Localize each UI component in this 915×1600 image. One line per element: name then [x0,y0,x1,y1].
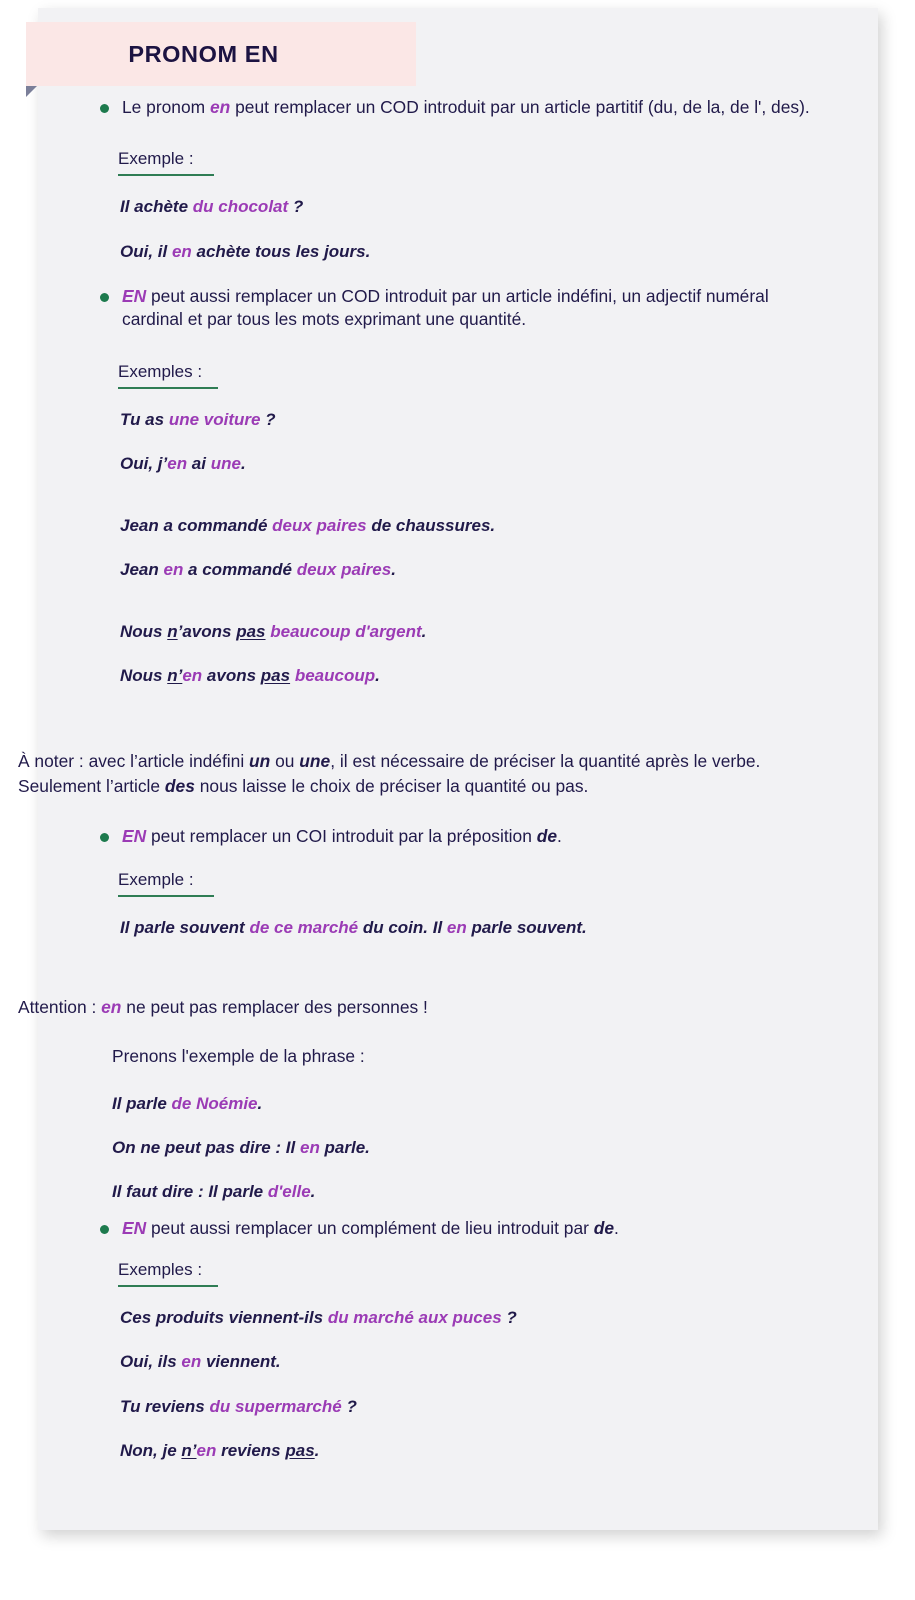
example-2-2-a: Oui, j’ [120,453,168,473]
bullet-item-3 [0,825,840,848]
example-2-4 [0,559,840,581]
example-4-2-b: parle. [319,1137,370,1157]
example-4-1 [0,1093,840,1115]
example-2-2-highlight-1: en [167,453,188,473]
example-5-4 [0,1440,840,1462]
example-4-1-b: . [257,1093,263,1113]
example-4-2-highlight: en [299,1137,320,1157]
example-2-5-underline-1: n [167,622,178,642]
example-5-4-underline-1: n’ [181,1440,197,1460]
example-2-5-a: Nous [120,622,168,642]
example-1-1-a: Il achète [120,197,193,217]
bullet-dot-icon [100,1225,109,1234]
example-2-1-b: ? [260,409,276,429]
example-1-2 [0,241,840,263]
example-1-2-a: Oui, il [120,241,172,261]
example-5-2-highlight: en [181,1352,202,1372]
bullet-dot-icon [100,293,109,302]
example-2-2-b: . [240,453,246,473]
example-label-block-3 [0,870,840,897]
lesson-content [0,96,840,1462]
example-2-4-mid: a commandé [183,559,297,579]
example-2-6-highlight-1: en [182,666,203,686]
example-2-6-highlight-2: beaucoup [294,666,376,686]
example-2-3-b: de chaussures. [366,515,496,535]
example-4-3-highlight: d'elle [267,1181,311,1201]
example-2-2 [0,453,840,475]
example-2-3-highlight: deux paires [272,515,367,535]
example-label-block-4 [0,1260,840,1287]
example-2-6-underline-1: n’ [167,666,183,686]
example-label-1: Exemple : [118,149,194,176]
example-5-1-b: ? [501,1308,517,1328]
example-2-2-highlight-2: une [210,453,241,473]
bullet-item-1 [0,96,840,119]
bullet-4-highlight: EN [122,1217,147,1238]
note-bold-3: des [164,775,195,796]
example-4-2-a: On ne peut pas dire : Il [112,1137,300,1157]
example-2-3-a: Jean a commandé [120,515,273,535]
example-4-2 [0,1137,840,1159]
example-2-6 [0,665,840,687]
note-bold-1: un [249,751,271,772]
example-2-6-a: Nous [120,666,168,686]
bullet-2-text-body: peut aussi remplacer un COD introduit par un article indéfini, un adjectif numéral cardinal et par tous les mots exprimant une quantité. [122,285,769,330]
bullet-dot-icon [100,833,109,842]
bullet-3-bold: de [536,825,557,846]
bullet-3-text-a: peut remplacer un COI introduit par la préposition [146,825,537,846]
note-paragraph [0,749,840,798]
example-4-3 [0,1181,840,1203]
example-1-1 [0,196,840,218]
bullet-3-highlight: EN [122,825,147,846]
example-2-6-underline-2: pas [260,666,291,686]
example-4-1-highlight: de Noémie [171,1093,258,1113]
example-5-4-highlight: en [196,1440,217,1460]
example-3-1-highlight-2: en [446,918,467,938]
bullet-3-text [122,825,826,848]
bullet-4-text-a: peut aussi remplacer un complément de lieu introduit par [146,1217,594,1238]
example-5-3-highlight: du supermarché [209,1396,342,1416]
attention-paragraph [0,995,840,1019]
example-5-3-b: ? [341,1396,357,1416]
example-2-6-mid: avons [202,666,261,686]
bullet-item-4 [0,1217,840,1240]
note-text-a: À noter : avec l’article indéfini [18,751,250,772]
bullet-4-bold: de [593,1217,615,1238]
bullet-dot-icon [100,104,109,113]
example-2-1 [0,409,840,431]
example-5-4-a: Non, je [120,1440,182,1460]
example-2-5-b: . [421,622,427,642]
example-2-4-highlight-2: deux paires [296,559,392,579]
example-4-3-a: Il faut dire : Il parle [112,1181,268,1201]
example-label-4: Exemples : [118,1260,202,1287]
example-5-1-a: Ces produits viennent-ils [120,1308,328,1328]
example-1-2-b: achète tous les jours. [191,241,371,261]
example-5-2-b: viennent. [201,1352,281,1372]
example-2-5-mid-1: ’avons [177,622,237,642]
bullet-1-highlight: en [209,97,231,117]
example-5-3 [0,1396,840,1418]
example-2-5 [0,621,840,643]
bullet-4-text [122,1217,826,1240]
example-5-2 [0,1351,840,1373]
example-2-3 [0,515,840,537]
example-5-1-highlight: du marché aux puces [327,1308,502,1328]
attention-lead-in: Prenons l'exemple de la phrase : [112,1045,365,1066]
example-2-1-highlight: une voiture [168,409,261,429]
banner-ribbon [26,22,416,86]
example-5-3-a: Tu reviens [120,1396,210,1416]
attention-text-b: ne peut pas remplacer des personnes ! [121,997,428,1018]
note-text-b: ou [270,751,300,772]
bullet-2-text [122,285,826,332]
example-label-2: Exemples : [118,362,202,389]
example-3-1-b: parle souvent. [466,918,587,938]
example-2-5-underline-2: pas [236,622,266,642]
example-3-1-a: Il parle souvent [120,918,250,938]
example-5-2-a: Oui, ils [120,1352,182,1372]
example-2-4-a: Jean [120,559,164,579]
example-label-block-1 [0,149,840,176]
example-2-1-a: Tu as [120,409,169,429]
bullet-4-text-b: . [614,1217,619,1238]
example-1-2-highlight: en [171,241,192,261]
example-3-1 [0,917,840,939]
example-label-block-2 [0,362,840,389]
example-4-3-b: . [310,1181,316,1201]
example-2-6-b: . [375,666,380,686]
example-5-4-underline-2: pas [285,1440,315,1460]
attention-highlight: en [101,997,122,1018]
bullet-3-text-b: . [557,825,562,846]
note-bold-2: une [299,751,331,772]
example-1-1-b: ? [288,197,304,217]
bullet-2-highlight: EN [122,285,147,306]
example-2-5-highlight: beaucoup d'argent [270,622,422,642]
example-label-3: Exemple : [118,870,194,897]
example-2-4-b: . [391,559,396,579]
example-3-1-highlight-1: de ce marché [249,918,359,938]
note-text-c: , il est nécessaire de préciser la quantité après le verbe. Seulement l’article [18,751,761,796]
example-2-2-mid: ai [187,453,211,473]
example-4-1-a: Il parle [112,1093,172,1113]
example-1-1-highlight: du chocolat [192,197,289,217]
example-3-1-mid: du coin. Il [358,918,447,938]
note-text-d: nous laisse le choix de préciser la quantité ou pas. [194,775,589,796]
bullet-1-text-b: peut remplacer un COD introduit par un article partitif (du, de la, de l', des). [230,97,810,117]
example-5-4-mid: reviens [216,1440,286,1460]
example-2-4-highlight-1: en [163,559,184,579]
attention-text-a: Attention : [18,997,102,1018]
page-title: PRONOM EN [128,41,279,67]
example-5-4-b: . [314,1440,320,1460]
example-5-1 [0,1307,840,1329]
bullet-1-text [122,96,826,119]
bullet-1-text-a: Le pronom [122,97,210,117]
bullet-item-2 [0,285,840,332]
